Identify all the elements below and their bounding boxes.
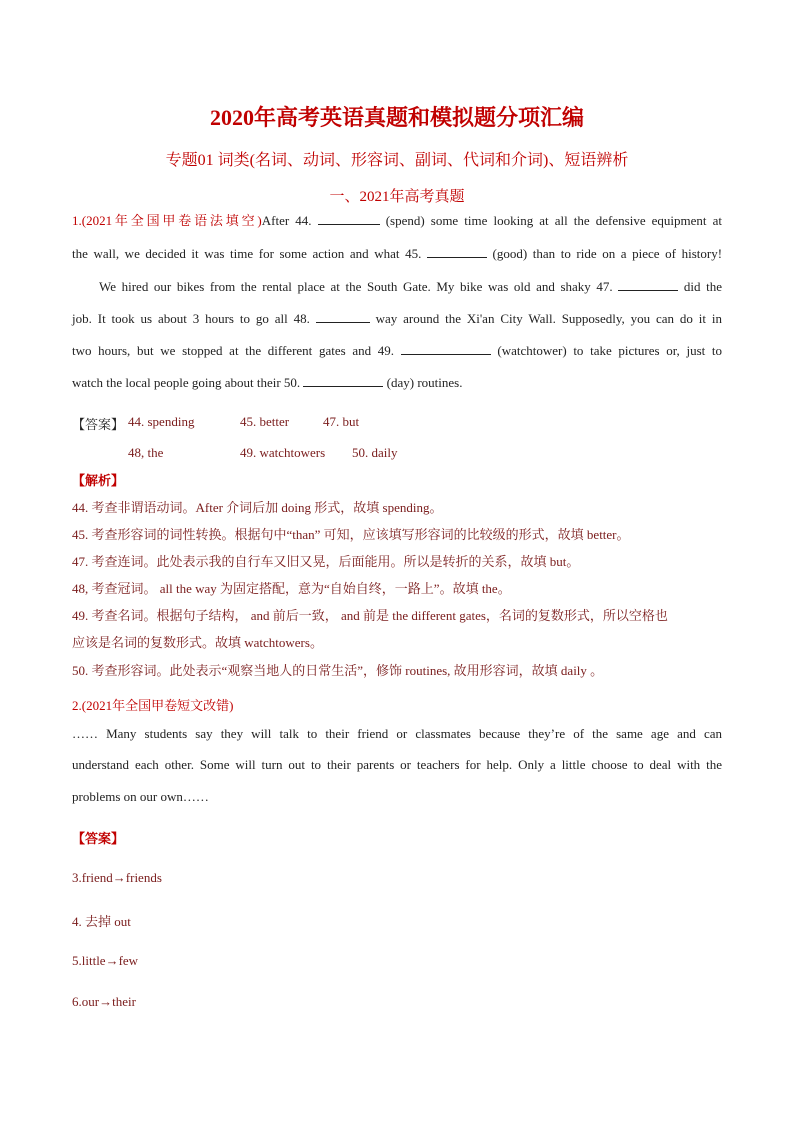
analysis-44: 44. 考查非谓语动词。After 介词后加 doing 形式，故填 spending。 (72, 500, 443, 515)
answer-label-2: 【答案】 (72, 831, 125, 846)
q1-text: job. It took us about 3 hours to go all 48. (72, 311, 310, 326)
answer-item-6: 6.our→their (72, 994, 136, 1009)
q1-text: (good) than to ride on a piece of history! (492, 246, 723, 261)
blank-48 (316, 310, 370, 323)
q1-text: We hired our bikes from the rental place at the South Gate. My bike was old and shaky 47. (99, 279, 613, 294)
q1-source: 1.(2021年全国甲卷语法填空) (72, 213, 262, 228)
blank-44 (318, 212, 380, 225)
blank-47 (618, 278, 678, 291)
q1-text: the wall, we decided it was time for some action and what 45. (72, 246, 422, 261)
q1-text: watch the local people going about their 50. (72, 375, 301, 390)
analysis-49: 49. 考查名词。根据句子结构， and 前后一致， and 前是 the different gates，名词的复数形式，所以空格也 (72, 608, 668, 623)
q1-text: (watchtower) to take pictures or, just to (497, 343, 723, 358)
answer-50: 50. daily (352, 445, 398, 460)
q1-text: did the (683, 279, 723, 294)
blank-50 (303, 374, 383, 387)
page-subtitle: 专题01 词类(名词、动词、形容词、副词、代词和介词)、短语辨析 (165, 152, 629, 169)
q1-text: way around the Xi'an City Wall. Supposedly, you can do it in (375, 311, 723, 326)
answer-item-3: 3.friend→friends (72, 870, 162, 885)
answer-label-1: 【答案】 (72, 417, 125, 432)
q1-line-5 (72, 342, 722, 359)
section-heading: 一、2021年高考真题 (329, 189, 465, 205)
analysis-49-cont: 应该是名词的复数形式。故填 watchtowers。 (72, 635, 323, 650)
q2-source: 2.(2021年全国甲卷短文改错) (72, 698, 234, 713)
answer-item-5: 5.little→few (72, 953, 139, 968)
q2-line-3: problems on our own…… (72, 789, 209, 804)
q2-line-2: understand each other. Some will turn out to their parents or teachers for help. Only a little choose to deal with the (72, 757, 722, 772)
answer-49: 49. watchtowers (240, 445, 326, 460)
q1-text: (day) routines. (386, 375, 463, 390)
q1-line-6 (72, 374, 722, 391)
analysis-label: 【解析】 (72, 473, 125, 488)
answer-45: 45. better (240, 414, 290, 429)
blank-45 (427, 245, 487, 258)
q1-line-3 (99, 278, 722, 295)
analysis-45: 45. 考查形容词的词性转换。根据句中“than” 可知，应该填写形容词的比较级的形式，故填 better。 (72, 527, 630, 542)
analysis-48: 48, 考查冠词。 all the way 为固定搭配，意为“自始自终，一路上”。故填 the。 (72, 581, 511, 596)
answer-48: 48, the (128, 445, 164, 460)
answer-47: 47. but (323, 414, 360, 429)
answer-44: 44. spending (128, 414, 195, 429)
page-title: 2020年高考英语真题和模拟题分项汇编 (209, 105, 584, 130)
answer-item-4: 4. 去掉 out (72, 914, 131, 929)
q2-line-1: …… Many students say they will talk to their friend or classmates because they’re of the same age and can (72, 726, 722, 741)
analysis-50: 50. 考查形容词。此处表示“观察当地人的日常生活”，修饰 routines, 故用形容词，故填 daily 。 (72, 663, 604, 678)
q1-line-1 (72, 210, 722, 229)
q1-line-4 (72, 310, 722, 327)
q1-text: two hours, but we stopped at the different gates and 49. (72, 343, 395, 358)
q1-line-2 (72, 245, 722, 262)
analysis-47: 47. 考查连词。此处表示我的自行车又旧又晃，后面能用。所以是转折的关系，故填 but。 (72, 554, 580, 569)
blank-49 (401, 342, 491, 355)
q1-text: (spend) some time looking at all the defensive equipment at (385, 213, 723, 228)
q1-text: After 44. (261, 213, 312, 228)
